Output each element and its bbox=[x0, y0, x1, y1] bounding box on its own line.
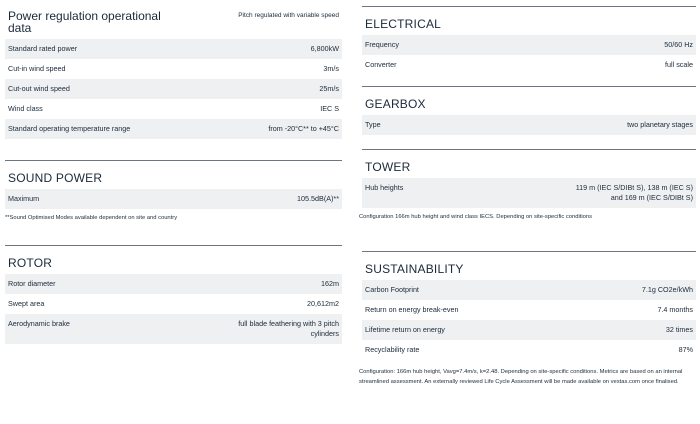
table-row bbox=[362, 115, 696, 135]
rotor-table bbox=[5, 274, 342, 344]
gearbox-section bbox=[362, 86, 696, 135]
tower-title: TOWER bbox=[362, 149, 696, 178]
table-row bbox=[362, 320, 696, 340]
row-value: 7.4 months bbox=[657, 305, 693, 314]
power-table bbox=[5, 39, 342, 139]
sound-note: **Sound Optimised Modes available dependent on site and country bbox=[5, 215, 178, 221]
gearbox-table bbox=[362, 115, 696, 135]
table-row bbox=[362, 35, 696, 55]
sustainability-section bbox=[359, 251, 696, 387]
row-label: Type bbox=[365, 120, 381, 129]
row-value: 50/60 Hz bbox=[664, 40, 693, 49]
row-label: Recyclability rate bbox=[365, 345, 420, 354]
rotor-title: ROTOR bbox=[5, 245, 342, 274]
row-label: Cut-in wind speed bbox=[8, 64, 66, 73]
row-label: Standard rated power bbox=[8, 44, 78, 53]
row-value: 162m bbox=[321, 279, 339, 288]
row-label: Hub heights bbox=[365, 183, 404, 192]
table-row bbox=[5, 79, 342, 99]
row-value: 105.5dB(A)** bbox=[297, 194, 339, 203]
table-row bbox=[362, 300, 696, 320]
table-row bbox=[362, 55, 696, 75]
row-value: two planetary stages bbox=[627, 120, 693, 129]
electrical-table bbox=[362, 35, 696, 75]
table-row bbox=[5, 274, 342, 294]
power-section bbox=[5, 0, 342, 139]
row-label: Aerodynamic brake bbox=[8, 319, 70, 328]
row-value: from -20°C** to +45°C bbox=[268, 124, 339, 133]
row-value: 87% bbox=[678, 345, 693, 354]
row-label: Maximum bbox=[8, 194, 40, 203]
row-value: full blade feathering with 3 pitch cylinders bbox=[238, 319, 339, 338]
row-value: 20,612m2 bbox=[307, 299, 339, 308]
sound-section bbox=[5, 160, 342, 224]
table-row bbox=[5, 189, 342, 209]
table-row bbox=[5, 99, 342, 119]
row-label: Cut-out wind speed bbox=[8, 84, 70, 93]
row-value: full scale bbox=[665, 60, 693, 69]
power-header bbox=[5, 0, 342, 39]
tower-note: Configuration 166m hub height and wind class IECS. Depending on site-specific conditions bbox=[359, 214, 592, 220]
row-value: 32 times bbox=[665, 325, 693, 334]
electrical-title: ELECTRICAL bbox=[362, 6, 696, 35]
row-value: 119 m (IEC S/DIBt S), 138 m (IEC S) and 169 m (IEC S/DIBt S) bbox=[575, 183, 693, 202]
row-label: Wind class bbox=[8, 104, 43, 113]
table-row bbox=[362, 280, 696, 300]
table-row bbox=[5, 59, 342, 79]
table-row bbox=[5, 119, 342, 139]
row-value: 25m/s bbox=[319, 84, 339, 93]
row-label: Rotor diameter bbox=[8, 279, 56, 288]
row-label: Standard operating temperature range bbox=[8, 124, 131, 133]
power-title: Power regulation operational data bbox=[8, 9, 161, 35]
sound-title: SOUND POWER bbox=[5, 160, 342, 189]
row-value: IEC S bbox=[320, 104, 339, 113]
table-row bbox=[5, 314, 342, 344]
table-row bbox=[362, 340, 696, 360]
row-label: Swept area bbox=[8, 299, 45, 308]
row-label: Carbon Footprint bbox=[365, 285, 419, 294]
tower-table bbox=[362, 178, 696, 208]
row-label: Converter bbox=[365, 60, 397, 69]
table-row bbox=[5, 294, 342, 314]
row-label: Frequency bbox=[365, 40, 399, 49]
row-value: 3m/s bbox=[323, 64, 339, 73]
row-label: Return on energy break-even bbox=[365, 305, 459, 314]
row-label: Lifetime return on energy bbox=[365, 325, 445, 334]
sustainability-title: SUSTAINABILITY bbox=[362, 251, 696, 280]
row-value: 6,800kW bbox=[310, 44, 339, 53]
sustainability-table bbox=[362, 280, 696, 360]
gearbox-title: GEARBOX bbox=[362, 86, 696, 115]
sound-table bbox=[5, 189, 342, 209]
electrical-section bbox=[362, 6, 696, 75]
tower-section bbox=[359, 149, 696, 223]
rotor-section bbox=[5, 245, 342, 344]
row-value: 7.1g CO2e/kWh bbox=[641, 285, 693, 294]
table-row bbox=[5, 39, 342, 59]
sustainability-note: Configuration: 166m hub height, Vavg=7.4m/s, k=2.48. Depending on site-specific conditions. Metrics are based on an internal streamlined assessment. An externally reviewed Life Cycle Assessment will be made available on vestas.com once finalised. bbox=[359, 369, 683, 385]
power-subtitle: Pitch regulated with variable speed bbox=[238, 12, 339, 19]
table-row bbox=[362, 178, 696, 208]
